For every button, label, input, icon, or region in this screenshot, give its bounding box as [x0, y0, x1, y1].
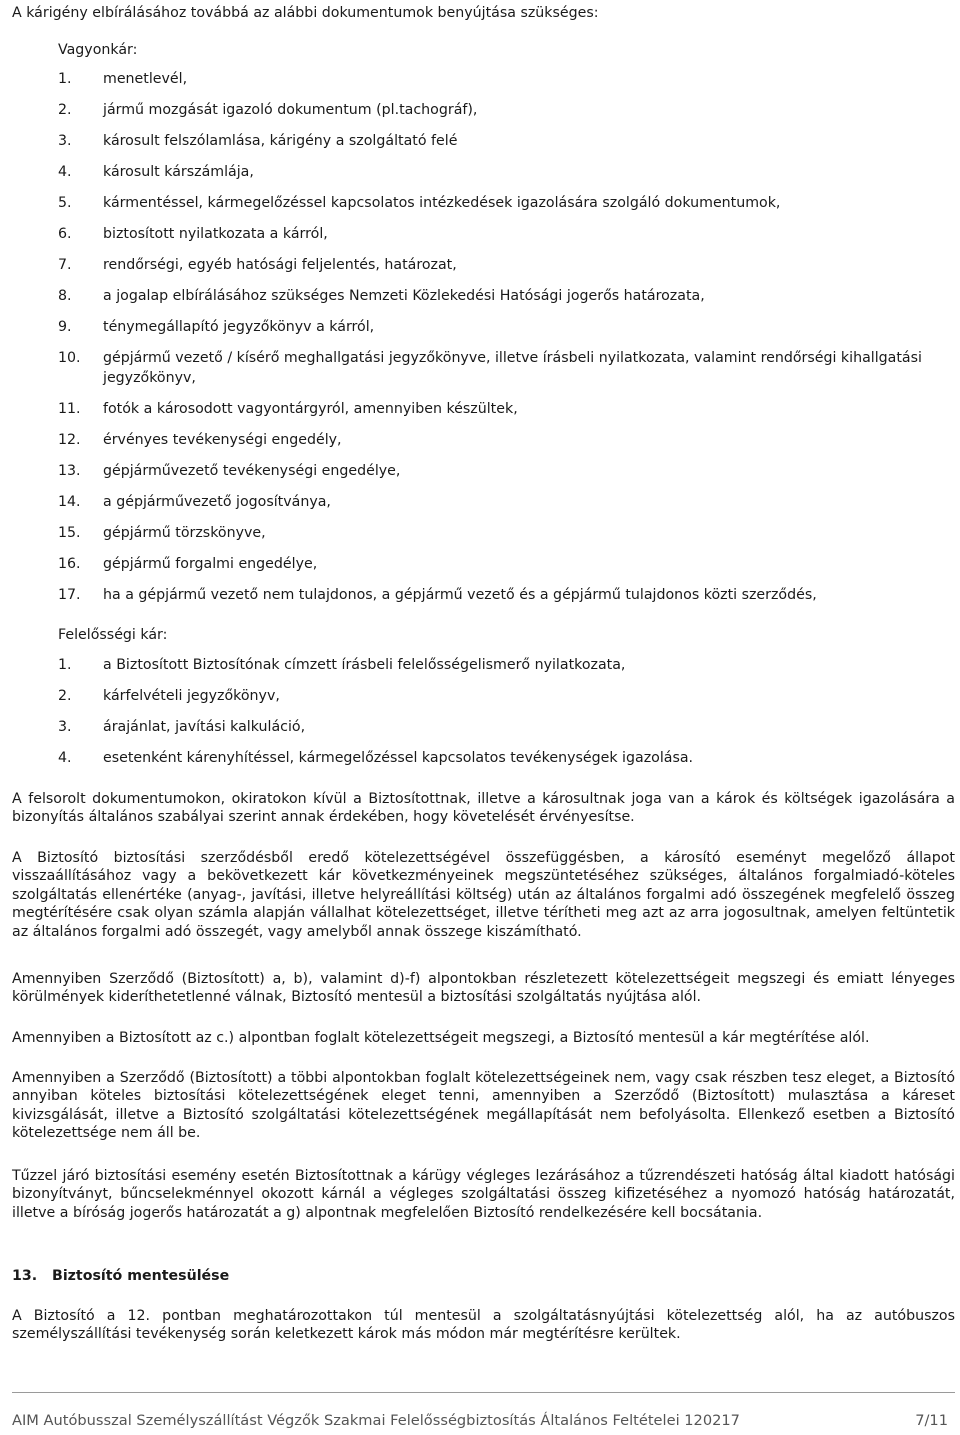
list-item-text: jármű mozgását igazoló dokumentum (pl.tachográf), — [103, 102, 478, 118]
list-item-number: 17. — [58, 587, 81, 603]
section-title-text: Biztosító mentesülése — [52, 1268, 230, 1284]
list-item-number: 4. — [58, 164, 72, 180]
list-item-number: 3. — [58, 719, 72, 735]
list-item-text: ténymegállapító jegyzőkönyv a kárról, — [103, 319, 375, 335]
list-item-text: érvényes tevékenységi engedély, — [103, 432, 342, 448]
footer-document-title: AIM Autóbusszal Személyszállítást Végzők Szakmai Felelősségbiztosítás Általános Feltételei 120217 — [12, 1412, 740, 1429]
list-item — [58, 100, 958, 120]
list-item — [58, 131, 958, 151]
section-number: 13. — [12, 1268, 38, 1284]
list-item — [58, 554, 958, 574]
list-item — [58, 399, 958, 419]
list-item-text: esetenként kárenyhítéssel, kármegelőzéssel kapcsolatos tevékenységek igazolása. — [103, 750, 694, 766]
list-item — [58, 69, 958, 89]
list-item-text: árajánlat, javítási kalkuláció, — [103, 719, 306, 735]
list-item-number: 16. — [58, 556, 81, 572]
list-item-text: menetlevél, — [103, 71, 188, 87]
list-item-text: rendőrségi, egyéb hatósági feljelentés, határozat, — [103, 257, 457, 273]
list-item — [58, 748, 958, 768]
list-item — [58, 317, 958, 337]
list-item — [58, 461, 958, 481]
list-item-number: 4. — [58, 750, 72, 766]
list-item-number: 2. — [58, 688, 72, 704]
vagyonkar-list — [58, 69, 958, 616]
list-item — [58, 348, 958, 388]
list-item-number: 1. — [58, 71, 72, 87]
paragraph-exemption-c: Amennyiben a Biztosított az c.) alpontban foglalt kötelezettségeit megszegi, a Biztosító mentesül a kár megtérítése alól. — [12, 1030, 870, 1046]
list-item-text: kármentéssel, kármegelőzéssel kapcsolatos intézkedések igazolására szolgáló dokumentumok, — [103, 195, 781, 211]
list-item-number: 7. — [58, 257, 72, 273]
list-item-number: 1. — [58, 657, 72, 673]
list-item — [58, 255, 958, 275]
list-item-text: gépjármű törzskönyve, — [103, 525, 266, 541]
list-item-number: 10. — [58, 350, 81, 366]
list-item — [58, 224, 958, 244]
paragraph-fire-event: Tűzzel járó biztosítási esemény esetén Biztosítottnak a kárügy végleges lezárásához a tűzrendészeti hatóság által kiadott hatósági bizonyítványt, bűncselekménnyel okozott kárnál a végleges szolgáltatási összeg kifizetéséhez a nyomozó hatóság határozatát, illetve a bíróság jogerős határozatát a g) alpontnak megfelelően Biztosító rendelkezésére kell bocsátania. — [12, 1168, 955, 1221]
list-item-number: 6. — [58, 226, 72, 242]
list-item — [58, 492, 958, 512]
paragraph-partial-obligation: Amennyiben a Szerződő (Biztosított) a többi alpontokban foglalt kötelezettségeinek nem, vagy csak részben tesz eleget, a Biztosító annyiban köteles biztosítási kötelezettségének eleget tenni, amennyiben a Szerződő (Biztosított) mulasztása a káreset kivizsgálását, illetve a Biztosító szolgáltatási kötelezettségének megállapítását nem befolyásolta. Ellenkező esetben a Biztosító kötelezettsége nem áll be. — [12, 1070, 955, 1142]
footer-page-number: 7/11 — [915, 1412, 948, 1429]
list-item-number: 12. — [58, 432, 81, 448]
list-item — [58, 655, 958, 675]
felelossegi-kar-heading: Felelősségi kár: — [58, 627, 168, 643]
list-item-text: a gépjárművezető jogosítványa, — [103, 494, 331, 510]
paragraph-documents: A felsorolt dokumentumokon, okiratokon kívül a Biztosítottnak, illetve a károsultnak joga van a károk és költségek igazolására a bizonyítás általános szabályai szerint annak érdekében, hogy követelését érvényesítse. — [12, 791, 955, 826]
list-item — [58, 717, 958, 737]
list-item — [58, 523, 958, 543]
list-item — [58, 286, 958, 306]
list-item-number: 2. — [58, 102, 72, 118]
felelossegi-kar-list — [58, 655, 958, 779]
vagyonkar-heading: Vagyonkár: — [58, 42, 138, 58]
list-item-number: 13. — [58, 463, 81, 479]
list-item-text: a Biztosított Biztosítónak címzett írásbeli felelősségelismerő nyilatkozata, — [103, 657, 626, 673]
section-paragraph: A Biztosító a 12. pontban meghatározottakon túl mentesül a szolgáltatásnyújtási kötelezettség alól, ha az autóbuszos személyszállítási tevékenység során keletkezett károk más módon már megtérítésre kerültek. — [12, 1308, 955, 1343]
paragraph-vat: A Biztosító biztosítási szerződésből eredő kötelezettségével összefüggésben, a károsító eseményt megelőző állapot visszaállításához vagy a bekövetkezett kár következményeinek megszüntetéséhez szükséges, általános forgalmiadó-köteles szolgáltatás ellenértéke (anyag-, javítási, illetve helyreállítási költség) után az általános forgalmi adó összegének megfelelő összeg megtérítésére csak olyan számla alapján vállalhat kötelezettséget, illetve térítheti meg azt az arra jogosultnak, amelyen feltüntetik az általános forgalmi adó összegét, vagy amelyből annak összege kiszámítható. — [12, 850, 955, 940]
list-item-text: kárfelvételi jegyzőkönyv, — [103, 688, 280, 704]
list-item — [58, 585, 958, 605]
list-item-text: biztosított nyilatkozata a kárról, — [103, 226, 328, 242]
section-title — [12, 1266, 229, 1286]
list-item-text: gépjárművezető tevékenységi engedélye, — [103, 463, 401, 479]
list-item — [58, 193, 958, 213]
list-item-number: 8. — [58, 288, 72, 304]
list-item-text: gépjármű forgalmi engedélye, — [103, 556, 318, 572]
paragraph-exemption-ab: Amennyiben Szerződő (Biztosított) a, b), valamint d)-f) alpontokban részletezett kötelezettségeit megszegi és emiatt lényeges körülmények kideríthetetlenné válnak, Biztosító mentesül a biztosítási szolgáltatás nyújtása alól. — [12, 971, 955, 1006]
list-item — [58, 686, 958, 706]
list-item-number: 15. — [58, 525, 81, 541]
footer-divider — [12, 1392, 955, 1393]
list-item-number: 11. — [58, 401, 81, 417]
list-item-text: károsult felszólamlása, kárigény a szolgáltató felé — [103, 133, 458, 149]
list-item-number: 5. — [58, 195, 72, 211]
intro-text: A kárigény elbírálásához továbbá az alábbi dokumentumok benyújtása szükséges: — [12, 5, 599, 21]
list-item — [58, 430, 958, 450]
list-item-text: a jogalap elbírálásához szükséges Nemzeti Közlekedési Hatósági jogerős határozata, — [103, 288, 705, 304]
list-item-number: 9. — [58, 319, 72, 335]
list-item-text: fotók a károsodott vagyontárgyról, amennyiben készültek, — [103, 401, 518, 417]
list-item-text: gépjármű vezető / kísérő meghallgatási jegyzőkönyve, illetve írásbeli nyilatkozata, valamint rendőrségi kihallgatási jegyzőkönyv, — [103, 350, 922, 386]
list-item-number: 14. — [58, 494, 81, 510]
list-item-text: ha a gépjármű vezető nem tulajdonos, a gépjármű vezető és a gépjármű tulajdonos közti szerződés, — [103, 587, 817, 603]
list-item-number: 3. — [58, 133, 72, 149]
list-item — [58, 162, 958, 182]
list-item-text: károsult kárszámlája, — [103, 164, 254, 180]
